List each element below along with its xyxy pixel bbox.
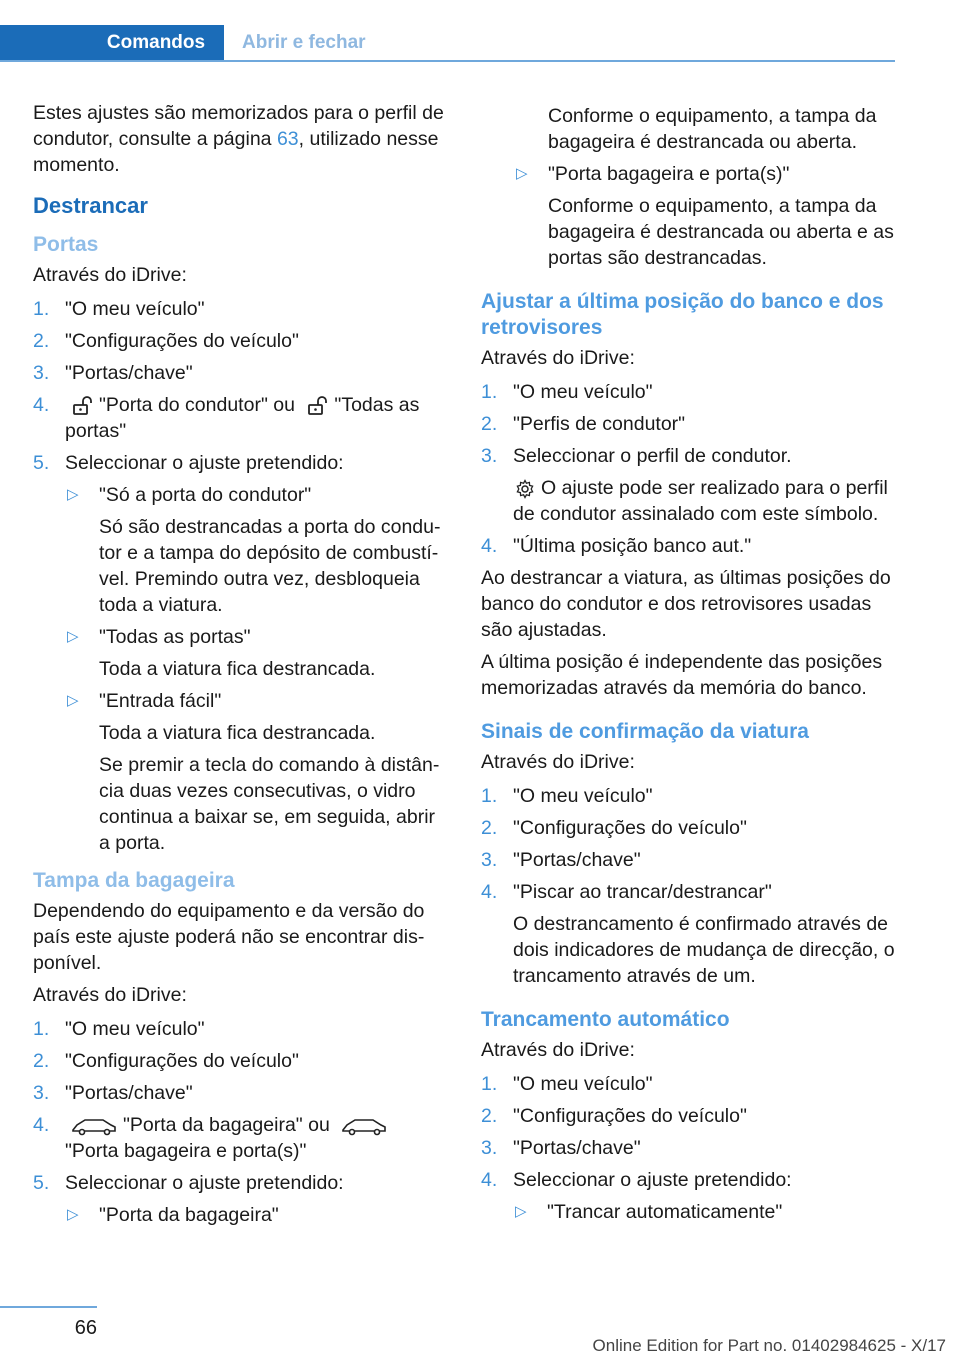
list-item: 5. Seleccionar o ajuste pretendido: ▷ "Só a porta do condutor" Só são destrancadas a porta do condutor e a tampa do depósito de combustível. Premindo outra vez, desbloqueia toda a viatura. ▷ "Todas as portas" Toda a viatura fica destrancada. ▷ "Entrada fácil" Toda a viatura fica destrancada. Se premir a tecla do comando à distância duas vezes consecutivas, o vidro continua a baixar se, em seguida, abrir a porta. [33, 450, 451, 856]
list-item: 4. "Porta da bagageira" ou "Porta bagageira e porta(s)" [33, 1112, 451, 1164]
page-link[interactable]: 63 [276, 128, 299, 150]
unlock-icon [71, 395, 93, 417]
triangle-bullet-icon: ▷ [515, 1203, 527, 1220]
triangle-bullet-icon: ▷ [67, 628, 79, 645]
list-item: 3. "Portas/chave" [481, 1137, 641, 1159]
edition-footer: Online Edition for Part no. 01402984625 - X/17 [592, 1336, 946, 1355]
list-item: 1. "O meu veículo" [481, 1073, 653, 1095]
list-item: 1. "O meu veículo" [481, 381, 653, 403]
list-item: 4. Seleccionar o ajuste pretendido: ▷ "Trancar automaticamente" [481, 1167, 899, 1225]
heading-sinais-confirmacao: Sinais de confirmação da viatura [481, 720, 809, 743]
tampa-steps [33, 1016, 451, 1228]
sinais-steps [481, 783, 899, 989]
intro-paragraph: Estes ajustes são memorizados para o perfil de condutor, consulte a página 63, utilizado nesse momento. [33, 102, 444, 176]
list-item: 3. Seleccionar o perfil de condutor. O ajuste pode ser realizado para o perfil de condutor assinalado com este símbolo. [481, 443, 899, 527]
right-column [481, 103, 899, 1231]
left-column [33, 100, 451, 1234]
option-item: ▷ "Porta bagageira e porta(s)" Conforme o equipamento, a tampa da bagageira é destrancada ou aberta e as portas são destrancadas. [516, 163, 894, 269]
page-number: 66 [0, 1306, 97, 1348]
heading-trancamento-automatico: Trancamento automático [481, 1008, 730, 1031]
list-item: 3. "Portas/chave" [481, 849, 641, 871]
option-item: Conforme o equipamento, a tampa da bagageira é destrancada ou aberta. [548, 105, 877, 153]
tab-abrir-e-fechar[interactable]: Abrir e fechar [242, 32, 366, 53]
heading-portas: Portas [33, 233, 99, 256]
option-item: ▷ "Entrada fácil" Toda a viatura fica destrancada. Se premir a tecla do comando à distância duas vezes consecutivas, o vidro continua a baixar se, em seguida, abrir a porta. [67, 690, 440, 854]
trancamento-options [513, 1199, 899, 1225]
list-item: 3. "Portas/chave" [33, 362, 193, 384]
chapter-tabbar [0, 25, 895, 62]
list-item: 2. "Configurações do veículo" [33, 330, 299, 352]
tampa-options [65, 1202, 451, 1228]
gear-icon [515, 479, 535, 499]
list-item: 1. "O meu veículo" [33, 1018, 205, 1040]
list-item: 1. "O meu veículo" [33, 298, 205, 320]
triangle-bullet-icon: ▷ [67, 486, 79, 503]
option-item: ▷ "Todas as portas" Toda a viatura fica destrancada. [67, 626, 376, 680]
list-item: 5. Seleccionar o ajuste pretendido: ▷ "Porta da bagageira" [33, 1170, 451, 1228]
car-trunk-icon [71, 1116, 117, 1136]
via-idrive: Através do iDrive: [33, 264, 187, 286]
list-item: 3. "Portas/chave" [33, 1082, 193, 1104]
list-item: 4. "Piscar ao trancar/destrancar" O destrancamento é confirmado através de dois indicadores de mudança de direcção, o trancamento através de um. [481, 881, 895, 987]
portas-options [65, 482, 451, 856]
list-item: 2. "Perfis de condutor" [481, 413, 686, 435]
heading-ajustar-posicao: Ajustar a última posição do banco e dos retrovisores [481, 290, 884, 339]
list-item: 1. "O meu veículo" [481, 785, 653, 807]
heading-tampa-bagageira: Tampa da bagageira [33, 869, 235, 892]
triangle-bullet-icon: ▷ [67, 692, 79, 709]
list-item: 2. "Configurações do veículo" [33, 1050, 299, 1072]
triangle-bullet-icon: ▷ [516, 165, 528, 182]
portas-steps [33, 296, 451, 856]
list-item: 2. "Configurações do veículo" [481, 817, 747, 839]
profile-note: O ajuste pode ser realizado para o perfil de condutor assinalado com este símbolo. [513, 477, 888, 525]
list-item: 4. "Última posição banco aut." [481, 535, 752, 557]
ajustar-steps [481, 379, 899, 559]
tampa-intro: Dependendo do equipamento e da versão do país este ajuste poderá não se encontrar disponível. [33, 900, 425, 974]
ajustar-paragraph-2: A última posição é independente das posições memorizadas através da memória do banco. [481, 651, 883, 699]
triangle-bullet-icon: ▷ [67, 1206, 79, 1223]
unlock-icon [306, 395, 328, 417]
tab-comandos[interactable]: Comandos [88, 25, 224, 60]
list-item: 2. "Configurações do veículo" [481, 1105, 747, 1127]
tab-stub [0, 25, 88, 60]
via-idrive: Através do iDrive: [481, 347, 635, 369]
car-icon [341, 1116, 387, 1136]
tampa-options-cont [481, 103, 899, 271]
ajustar-paragraph-1: Ao destrancar a viatura, as últimas posições do banco do condutor e dos retrovisores usadas são ajustadas. [481, 567, 891, 641]
via-idrive: Através do iDrive: [33, 984, 187, 1006]
list-item: 4. "Porta do condutor" ou "Todas as portas" [33, 394, 420, 442]
via-idrive: Através do iDrive: [481, 751, 635, 773]
heading-destrancar: Destrancar [33, 193, 148, 218]
via-idrive: Através do iDrive: [481, 1039, 635, 1061]
option-item: ▷ "Só a porta do condutor" Só são destrancadas a porta do condutor e a tampa do depósito de combustível. Premindo outra vez, desbloqueia toda a viatura. [67, 484, 441, 616]
option-item: ▷ "Trancar automaticamente" [515, 1201, 783, 1223]
option-item: ▷ "Porta da bagageira" [67, 1204, 279, 1226]
trancamento-steps [481, 1071, 899, 1225]
